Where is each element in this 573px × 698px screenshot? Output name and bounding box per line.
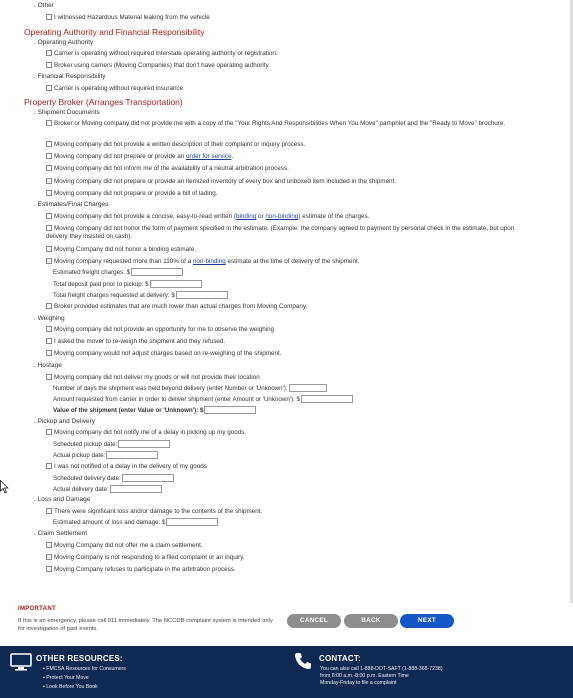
checkbox-label: Moving company did not inform me of the availability of a neutral arbitration process.: [54, 165, 289, 172]
checkbox[interactable]: [46, 165, 52, 171]
checkbox-label: Moving company requested more than 110% of a: [54, 258, 193, 265]
field-label: Estimated freight charges: $: [53, 269, 131, 276]
resource-link[interactable]: [43, 666, 126, 672]
field-label: Value of the shipment (enter Value or 'Unknown'): $: [53, 407, 204, 414]
checkbox-row[interactable]: [46, 508, 262, 515]
resource-link[interactable]: [43, 684, 98, 690]
checkbox-label: Moving company did not provide an opportunity for me to observe the weighing: [54, 326, 275, 333]
back-button[interactable]: BACK: [344, 614, 398, 628]
subsection-pickup: . Pickup and Delivery: [34, 418, 96, 425]
checkbox-row[interactable]: [46, 225, 526, 241]
square-bullet-icon: ▪: [43, 684, 45, 690]
field-label: Scheduled delivery date:: [53, 475, 121, 482]
non-binding-link[interactable]: non-binding: [192, 258, 226, 265]
checkbox[interactable]: [46, 141, 52, 147]
field-label: Estimated amount of loss and damage: $: [53, 519, 166, 526]
checkbox-row[interactable]: [46, 213, 369, 220]
field-shipment-value: [53, 406, 256, 414]
subsection-claim: . Claim Settlement: [34, 530, 88, 537]
subsection-shipment-documents: . Shipment Documents: [34, 109, 100, 116]
checkbox-label: Moving company did not prepare or provide an: [54, 153, 185, 160]
checkbox-label: Moving company would not adjust charges based on re-weighing of the shipment.: [54, 350, 282, 357]
checkbox-label: Moving company did not provide a written description of their complaint or inquiry process.: [54, 141, 306, 148]
checkbox-label: Moving company did not prepare or provide an itemized inventory of every box and unboxed item included in the shipment.: [54, 178, 396, 185]
checkbox-row[interactable]: [46, 85, 183, 92]
checkbox[interactable]: [46, 303, 52, 309]
checkbox-label: Moving company did not notify me of a delay in picking up my goods.: [54, 429, 247, 436]
checkbox[interactable]: [46, 190, 52, 196]
non-binding-link[interactable]: non-binding: [265, 213, 299, 220]
checkbox[interactable]: [46, 120, 52, 126]
field-total-freight: [53, 291, 228, 299]
checkbox[interactable]: [46, 542, 52, 548]
next-button[interactable]: NEXT: [400, 614, 454, 628]
other-resources-title: OTHER RESOURCES:: [36, 654, 123, 663]
checkbox[interactable]: [46, 62, 52, 68]
field-loss-amount: [53, 518, 218, 526]
checkbox[interactable]: [46, 178, 52, 184]
checkbox-row[interactable]: [46, 14, 210, 21]
checkbox-label: Moving company did not provide a concise, easy-to-read written (: [54, 213, 236, 220]
actual-pickup-input[interactable]: [106, 451, 158, 459]
checkbox[interactable]: [46, 350, 52, 356]
checkbox-label: There were significant loss and/or damage to the contents of the shipment.: [54, 508, 263, 515]
checkbox[interactable]: [46, 153, 52, 159]
total-freight-input[interactable]: [176, 291, 228, 299]
checkbox-label: I witnessed Hazardous Material leaking from the vehicle: [54, 14, 210, 21]
checkbox-label: Moving Company did not offer me a claim settlement.: [54, 542, 203, 549]
checkbox-row[interactable]: [46, 303, 307, 310]
subsection-operating-authority: . Operating Authority: [34, 39, 94, 46]
phone-icon: [293, 651, 313, 671]
field-label: Number of days the shipment was held beyond delivery (enter Number or 'Unknown'):: [53, 385, 288, 392]
checkbox[interactable]: [46, 508, 52, 514]
checkbox[interactable]: [46, 258, 52, 264]
checkbox-row[interactable]: [46, 463, 207, 470]
contact-line: Monday-Friday to file a complaint: [320, 680, 397, 686]
checkbox-label: Moving company did not honor the form of payment specified in the estimate. (Example: the company agreed to payment by personal check in the estimate, but upon delivery they insisted on cash).: [46, 225, 515, 240]
text: or: [256, 213, 266, 220]
section-title-broker: Property Broker (Arranges Transportation): [24, 97, 183, 107]
checkbox-row[interactable]: [46, 338, 225, 345]
checkbox-row[interactable]: [46, 326, 274, 333]
section-title-operating: Operating Authority and Financial Responsibility: [24, 27, 205, 37]
field-label: Total deposit paid prior to pickup: $: [53, 281, 149, 288]
checkbox-label: Broker provided estimates that are much lower than actual charges from Moving Company.: [54, 303, 308, 310]
checkbox[interactable]: [46, 213, 52, 219]
subsection-estimates: . Estimates/Final Charges: [34, 201, 109, 208]
shipment-value-input[interactable]: [204, 406, 256, 414]
text: ) estimate of the charges.: [298, 213, 370, 220]
checkbox-label: Carrier is operating without required insurance: [54, 85, 184, 92]
checkbox-row[interactable]: [46, 258, 359, 265]
estimated-freight-input[interactable]: [131, 268, 183, 276]
text: estimate at the time of delivery of the shipment.: [225, 258, 360, 265]
resource-link-label: FMCSA Resources for Consumers: [46, 666, 126, 672]
cancel-button[interactable]: CANCEL: [287, 614, 341, 628]
checkbox-row[interactable]: [46, 120, 526, 128]
checkbox-row[interactable]: [46, 62, 270, 69]
checkbox[interactable]: [46, 50, 52, 56]
field-label: Actual delivery date:: [53, 486, 109, 493]
field-label: Amount requested from carrier in order to deliver shipment (enter Amount or 'Unknown'): $: [53, 396, 300, 403]
square-bullet-icon: ▪: [43, 675, 45, 681]
checkbox-row[interactable]: [46, 141, 305, 148]
field-total-deposit: [53, 280, 202, 288]
loss-amount-input[interactable]: [166, 518, 218, 526]
total-deposit-input[interactable]: [150, 280, 202, 288]
checkbox-row[interactable]: [46, 153, 233, 160]
resource-link[interactable]: [43, 675, 89, 681]
binding-link[interactable]: binding: [236, 213, 257, 220]
footer: [0, 646, 573, 698]
checkbox[interactable]: [46, 225, 52, 231]
checkbox-label: I asked the mover to re-weigh the shipment and they refused.: [54, 338, 226, 345]
checkbox-row[interactable]: [46, 246, 196, 253]
contact-line: from 8:00 a.m.-8:00 p.m. Eastern Time: [320, 673, 409, 679]
subsection-hostage: . Hostage: [34, 362, 62, 369]
subsection-loss-damage: . Loss and Damage: [34, 496, 91, 503]
checkbox[interactable]: [46, 374, 52, 380]
checkbox[interactable]: [46, 326, 52, 332]
field-label: Actual pickup date:: [53, 452, 106, 459]
contact-line: You can also call 1-888-DOT-SAFT (1-888-368-7238): [320, 666, 443, 672]
order-for-service-link[interactable]: order for service: [185, 153, 232, 160]
subsection-weighing: . Weighing: [34, 315, 65, 322]
checkbox[interactable]: [46, 566, 52, 572]
checkbox-row[interactable]: [46, 50, 278, 57]
checkbox[interactable]: [46, 85, 52, 91]
checkbox-label: Moving Company refuses to participate in the arbitration process.: [54, 566, 236, 573]
checkbox-row[interactable]: [46, 429, 246, 436]
checkbox-label: I was not notified of a delay in the delivery of my goods: [54, 463, 207, 470]
period: .: [231, 153, 234, 160]
square-bullet-icon: ▪: [43, 666, 45, 672]
field-scheduled-delivery: [53, 474, 174, 482]
checkbox-label: Broker or Moving company did not provide me with a copy of the "Your Rights And Responsibilities When You Move" pamphlet and the "Ready to Move" brochure.: [54, 120, 506, 127]
checkbox-row[interactable]: [46, 374, 260, 381]
checkbox-label: Carrier is operating without required interstate operating authority or registration.: [54, 50, 278, 57]
checkbox-row[interactable]: [46, 165, 289, 172]
amount-requested-input[interactable]: [301, 395, 353, 403]
checkbox-label: Broker using carriers (Moving Companies) that don't have operating authority.: [54, 62, 270, 69]
scheduled-delivery-input[interactable]: [122, 474, 174, 482]
subsection-financial: . Financial Responsibility: [34, 73, 106, 80]
checkbox[interactable]: [46, 463, 52, 469]
checkbox-row[interactable]: [46, 190, 217, 197]
checkbox-row[interactable]: [46, 350, 282, 357]
checkbox-label: Moving Company is not responding to a filed complaint or an inquiry.: [54, 554, 245, 561]
important-title: IMPORTANT: [18, 606, 56, 612]
checkbox-label: Moving company did not deliver my goods or will not provide their location: [54, 374, 260, 381]
monitor-icon: [10, 653, 32, 671]
checkbox-label: Moving Company did not honor a binding estimate.: [54, 246, 197, 253]
checkbox[interactable]: [46, 338, 52, 344]
checkbox[interactable]: [46, 246, 52, 252]
checkbox[interactable]: [46, 14, 52, 20]
field-estimated-freight: [53, 268, 183, 276]
mouse-pointer-icon: [0, 480, 9, 494]
field-actual-pickup: [53, 451, 158, 459]
checkbox-row[interactable]: [46, 542, 203, 549]
subsection-other: . Other: [34, 2, 54, 9]
resource-link-label: Look Before You Book: [46, 684, 98, 690]
checkbox[interactable]: [46, 554, 52, 560]
important-text: If this is an emergency, please call 911 immediately. The NCCDB complaint system is intended only for investigation of past events.: [18, 618, 273, 632]
checkbox[interactable]: [46, 429, 52, 435]
field-scheduled-pickup: [53, 440, 170, 448]
checkbox-row[interactable]: [46, 554, 245, 561]
checkbox-label: Moving company did not prepare or provide a bill of lading.: [54, 190, 218, 197]
field-days-held: [53, 384, 327, 392]
scheduled-pickup-input[interactable]: [118, 440, 170, 448]
field-amount-requested: [53, 395, 353, 403]
field-label: Total freight charges requested at delivery: $: [53, 292, 175, 299]
field-actual-delivery: [53, 485, 162, 493]
resource-link-label: Protect Your Move: [46, 675, 89, 681]
contact-title: CONTACT:: [319, 654, 361, 663]
field-label: Scheduled pickup date:: [53, 441, 118, 448]
checkbox-row[interactable]: [46, 178, 396, 185]
checkbox-row[interactable]: [46, 566, 236, 573]
days-held-input[interactable]: [289, 384, 327, 392]
actual-delivery-input[interactable]: [110, 485, 162, 493]
